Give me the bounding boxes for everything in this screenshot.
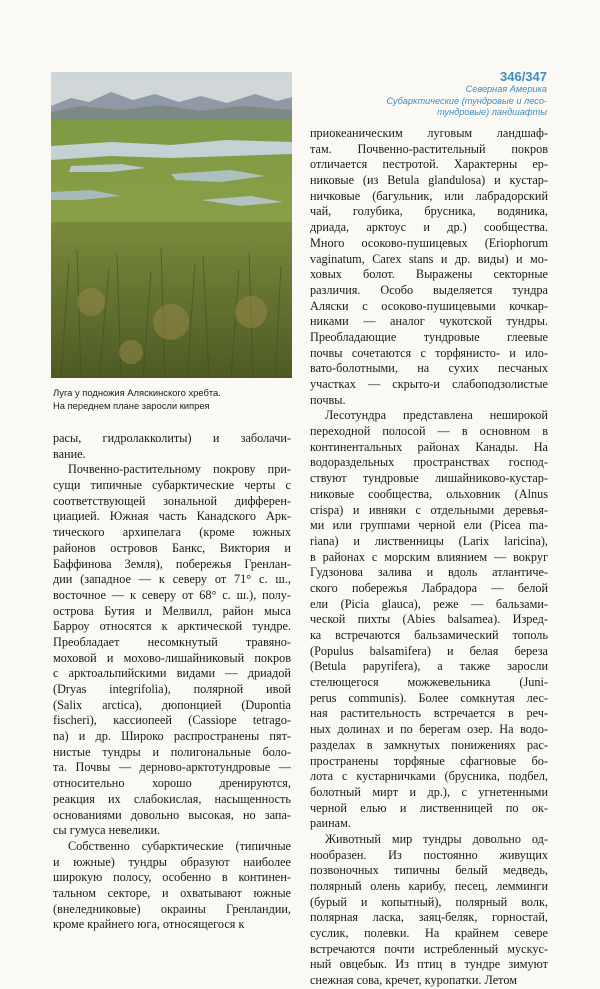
text-line: никами — аналог чукотской тундры. bbox=[310, 314, 548, 329]
section-subtitle: тундровые) ландшафты bbox=[437, 107, 547, 117]
text-line: ствуют тундровые лишайниково-кустар- bbox=[310, 471, 548, 486]
text-line: пространены торфяные сфагновые бо- bbox=[310, 753, 548, 768]
right-text-column bbox=[310, 126, 548, 989]
text-line: вание. bbox=[53, 446, 86, 461]
text-line: основаниями довольно высокая, но запа- bbox=[53, 807, 291, 822]
section-subtitle: Субарктические (тундровые и лесо- bbox=[386, 95, 547, 106]
text-line: Лесотундра представлена неширокой bbox=[325, 408, 548, 423]
text-line: вато-болотными, на сухих песчаных bbox=[310, 361, 548, 376]
page-header bbox=[347, 70, 547, 119]
text-line: vaginatum, Carex stans и др. виды) и мо- bbox=[310, 251, 548, 266]
text-line: расы, гидролакколиты) и заболачи- bbox=[53, 431, 291, 445]
text-line: Животный мир тундры довольно од- bbox=[325, 831, 548, 846]
text-line: Барроу относятся к арктической тундре. bbox=[53, 619, 291, 634]
page-numbers: 346/347 bbox=[500, 69, 547, 84]
text-line: никовые сообщества, ольховник (Alnus bbox=[310, 486, 548, 501]
text-line: ческой пихты (Abies balsamea). Изред- bbox=[310, 612, 548, 627]
region-title: Северная Америка bbox=[465, 84, 547, 94]
text-line: раинам. bbox=[310, 816, 351, 831]
text-line: ный овцебык. Из птиц в тундре зимуют bbox=[310, 957, 548, 972]
text-line: (Dryas integrifolia), полярной ивой bbox=[53, 682, 291, 696]
caption-line: На переднем плане заросли кипрея bbox=[53, 399, 210, 411]
text-line: кроме крайнего юга, относящегося к bbox=[53, 917, 245, 932]
text-line: тальном секторе, и охватывают южные bbox=[53, 885, 291, 900]
tundra-photo bbox=[51, 72, 292, 378]
text-line: континентальных районах Канады. На bbox=[310, 439, 548, 454]
text-line: почвы сочетаются с торфянисто- и ило- bbox=[310, 345, 548, 360]
text-line: тического архипелага (кроме южных bbox=[53, 525, 291, 540]
text-line: дии (западное — к северу от 71° с. ш., bbox=[53, 572, 291, 587]
text-line: (бурый и копытный), полярный волк, bbox=[310, 894, 548, 909]
caption-line: Луга у подножия Аляскинского хребта. bbox=[53, 387, 221, 398]
text-line: Гудзонова залива и вдоль атлантиче- bbox=[310, 565, 548, 580]
text-line: Почвенно-растительному покрову при- bbox=[68, 462, 291, 477]
text-line: ховых болот. Выражены секторные bbox=[310, 267, 548, 282]
text-line: циацией. Южная часть Канадского Арк- bbox=[53, 509, 291, 524]
text-line: встречаются почти истребленный мускус- bbox=[310, 941, 548, 956]
text-line: ка встречаются бальзамический тополь bbox=[310, 628, 548, 642]
text-line: та. Почвы — дерново-арктотундровые — bbox=[53, 760, 291, 775]
text-line: perus communis). Более сомкнутая лес- bbox=[310, 690, 548, 705]
text-line: восточное — к северу от 68° с. ш.), полу- bbox=[53, 587, 291, 602]
text-line: разделах в замкнутых понижениях рас- bbox=[310, 737, 548, 752]
text-line: лота с кустарничками (брусника, подбел, bbox=[310, 769, 548, 784]
text-line: моховой и мохово-лишайниковый покров bbox=[53, 650, 291, 665]
text-line: соответствующей зональной дифферен- bbox=[53, 493, 291, 508]
text-line: Преобладающие тундровые глеевые bbox=[310, 329, 548, 344]
text-line: ничковые (багульник, или лабрадорский bbox=[310, 188, 548, 203]
text-line: ная растительность встречается в реч- bbox=[310, 706, 548, 721]
text-line: почвы. bbox=[310, 392, 346, 407]
text-line: отличается пестротой. Характерны ер- bbox=[310, 157, 548, 172]
text-line: (внеледниковые) окраины Гренландии, bbox=[53, 901, 291, 916]
text-line: позвоночных типичны белый медведь, bbox=[310, 863, 548, 878]
text-line: приокеаническим луговым ландшаф- bbox=[310, 126, 548, 140]
text-line: суслик, полевки. На крайнем севере bbox=[310, 926, 548, 941]
text-line: ского побережья Лабрадора — белой bbox=[310, 580, 548, 595]
text-line: широкую полосу, особенно в континен- bbox=[53, 870, 291, 885]
text-line: ных долинах и по берегам озер. На водо- bbox=[310, 722, 548, 737]
text-line: полярный олень карибу, песец, лемминги bbox=[310, 879, 548, 893]
text-line: и южные) тундры образуют наиболее bbox=[53, 854, 291, 869]
text-line: участках — скрыто-и слабоподзолистые bbox=[310, 377, 548, 391]
text-line: нистые тундры и полигональные боло- bbox=[53, 744, 291, 759]
text-line: полярная ласка, заяц-беляк, горностай, bbox=[310, 910, 548, 925]
text-line: (Betula papyrifera), а также заросли bbox=[310, 659, 548, 674]
text-line: переходной полосой — в основном в bbox=[310, 424, 548, 439]
text-line: crispa) и ивняки с отдельными деревья- bbox=[310, 502, 548, 517]
text-line: никовые (из Betula glandulosa) и кустар- bbox=[310, 173, 548, 188]
text-line: там. Почвенно-растительный покров bbox=[310, 141, 548, 156]
text-line: районов островов Банкс, Виктория и bbox=[53, 540, 291, 555]
photo-caption bbox=[53, 387, 291, 412]
text-line: сущи типичные субарктические черты с bbox=[53, 478, 291, 493]
text-line: чай, голубика, брусника, водяника, bbox=[310, 204, 548, 219]
text-line: черной елью и лиственницей по ок- bbox=[310, 800, 548, 815]
text-line: нообразен. Из постоянно живущих bbox=[310, 847, 548, 862]
text-line: стелющегося можжевельника (Juni- bbox=[310, 675, 548, 690]
text-line: riana) и лиственницы (Larix laricina), bbox=[310, 533, 548, 548]
left-text-column bbox=[53, 431, 291, 933]
text-line: различия. Особо выделяется тундра bbox=[310, 282, 548, 297]
text-line: снежная сова, кречет, куропатки. Летом bbox=[310, 973, 518, 988]
text-line: острова Бутия и Мелвилл, район мыса bbox=[53, 603, 291, 618]
tundra-landscape-photo-icon bbox=[51, 72, 292, 378]
text-line: (Populus balsamifera) и белая береза bbox=[310, 643, 548, 658]
text-line: Баффинова Земля), побережья Гренлан- bbox=[53, 556, 291, 571]
text-line: Собственно субарктические (типичные bbox=[68, 838, 291, 853]
text-line: fischeri), кассиопеей (Cassiope tetrago- bbox=[53, 713, 291, 728]
text-line: болотный мирт и др.), с угнетенными bbox=[310, 784, 548, 799]
text-line: сы гумуса невелики. bbox=[53, 823, 161, 838]
text-line: ми или группами черной ели (Picea ma- bbox=[310, 518, 548, 533]
text-line: Много осоково-пушицевых (Eriophorum bbox=[310, 235, 548, 250]
text-line: с арктоальпийскими видами — дриадой bbox=[53, 666, 291, 681]
text-line: (Salix arctica), дюпонцией (Dupontia bbox=[53, 697, 291, 712]
text-line: дриада, арктоус и др.) сообщества. bbox=[310, 220, 548, 235]
text-line: в районах с морским влиянием — вокруг bbox=[310, 549, 548, 564]
text-line: Преобладает несомкнутый травяно- bbox=[53, 634, 291, 649]
text-line: относительно хорошо дренируются, bbox=[53, 776, 291, 791]
text-line: ели (Picia glauca), реже — бальзами- bbox=[310, 596, 548, 611]
text-line: водораздельных пространствах господ- bbox=[310, 455, 548, 470]
text-line: реакция их слабокислая, насыщенность bbox=[53, 791, 291, 806]
text-line: na) и др. Широко распространены пят- bbox=[53, 729, 291, 744]
text-line: Аляски с осоково-пушицевыми кочкар- bbox=[310, 298, 548, 313]
